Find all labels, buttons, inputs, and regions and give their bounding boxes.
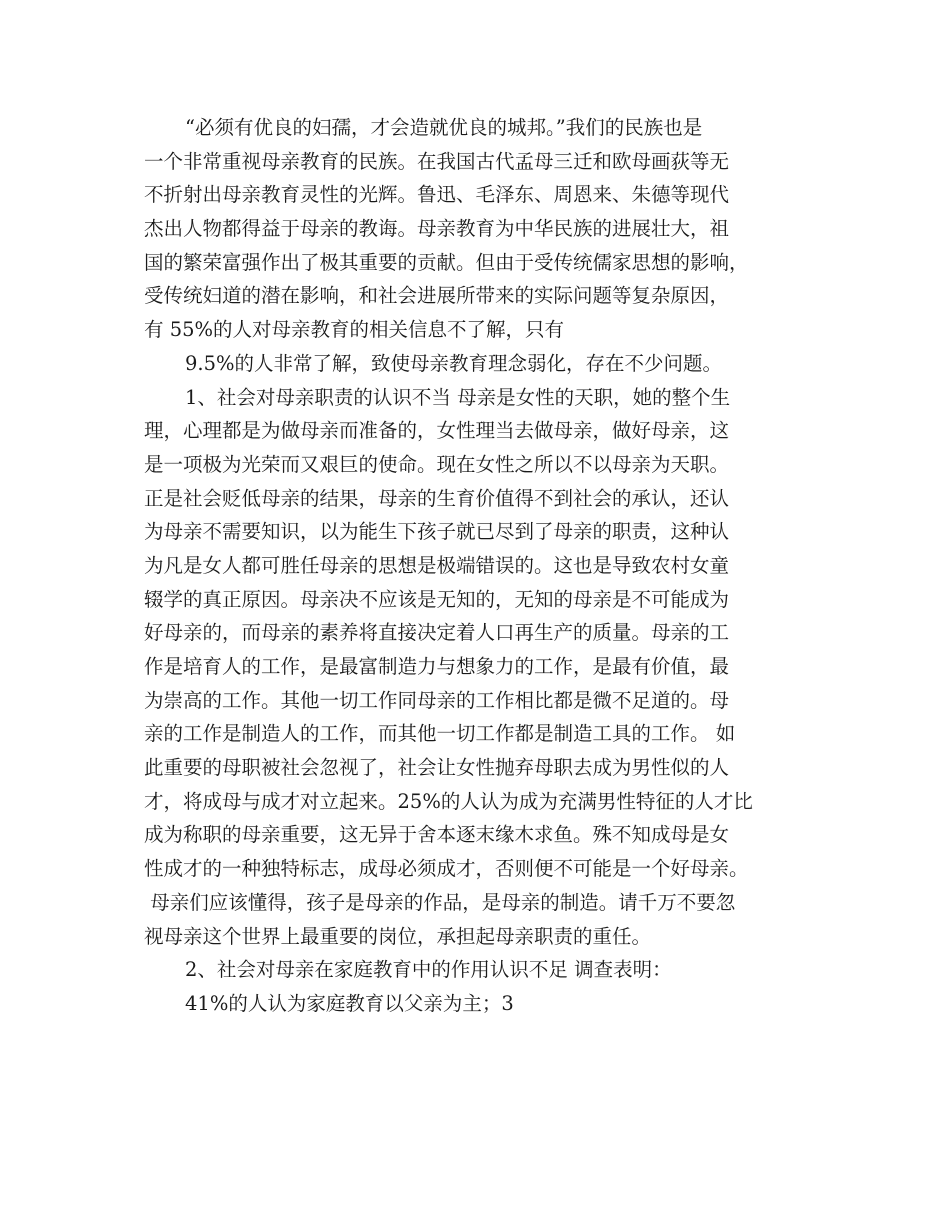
text-line: 为凡是女人都可胜任母亲的思想是极端错误的。这也是导致农村女童: [144, 553, 730, 577]
text-line: 成为称职的母亲重要，这无异于舍本逐末缘木求鱼。殊不知成母是女: [144, 823, 730, 847]
text-line: 理，心理都是为做母亲而准备的，女性理当去做母亲，做好母亲，这: [144, 419, 730, 443]
text-line: 是一项极为光荣而又艰巨的使命。现在女性之所以不以母亲为天职。: [144, 452, 730, 476]
text-line: 性成才的一种独特标志，成母必须成才，否则便不可能是一个好母亲。: [144, 857, 749, 881]
text-line: 为母亲不需要知识，以为能生下孩子就已尽到了母亲的职责，这种认: [144, 520, 730, 544]
text-line: 国的繁荣富强作出了极其重要的贡献。但由于受传统儒家思想的影响，: [144, 250, 749, 274]
text-line: 2、社会对母亲在家庭教育中的作用认识不足 调查表明：: [185, 958, 672, 982]
text-line: 受传统妇道的潜在影响，和社会进展所带来的实际问题等复杂原因，: [144, 284, 730, 308]
text-line: 为崇高的工作。其他一切工作同母亲的工作相比都是微不足道的。母: [144, 688, 730, 712]
text-line: 有 55%的人对母亲教育的相关信息不了解，只有: [144, 318, 565, 342]
text-line: 1、社会对母亲职责的认识不当 母亲是女性的天职，她的整个生: [185, 385, 731, 409]
text-line: 41%的人认为家庭教育以父亲为主；3: [185, 991, 514, 1015]
text-line: 才，将成母与成才对立起来。25%的人认为成为充满男性特征的人才比: [144, 789, 753, 813]
text-line: 辍学的真正原因。母亲决不应该是无知的，无知的母亲是不可能成为: [144, 587, 730, 611]
text-line: 好母亲的，而母亲的素养将直接决定着人口再生产的质量。母亲的工: [144, 621, 730, 645]
text-line: 视母亲这个世界上最重要的岗位，承担起母亲职责的重任。: [144, 924, 652, 948]
text-line: 9.5%的人非常了解，致使母亲教育理念弱化，存在不少问题。: [185, 351, 723, 375]
body-text: [144, 111, 814, 1021]
text-line: 不折射出母亲教育灵性的光辉。鲁迅、毛泽东、周恩来、朱德等现代: [144, 183, 730, 207]
text-line: 母亲们应该懂得，孩子是母亲的作品，是母亲的制造。请千万不要忽: [144, 890, 736, 914]
text-line: 一个非常重视母亲教育的民族。在我国古代孟母三迁和欧母画荻等无: [144, 149, 730, 173]
text-line: “必须有优良的妇孺，才会造就优良的城邦。”我们的民族也是: [185, 116, 703, 139]
text-line: 杰出人物都得益于母亲的教诲。母亲教育为中华民族的进展壮大，祖: [144, 217, 730, 241]
text-line: 正是社会贬低母亲的结果，母亲的生育价值得不到社会的承认，还认: [144, 486, 730, 510]
text-line: 此重要的母职被社会忽视了，社会让女性抛弃母职去成为男性似的人: [144, 756, 730, 780]
text-line: 作是培育人的工作，是最富制造力与想象力的工作，是最有价值，最: [144, 655, 730, 678]
text-line: 亲的工作是制造人的工作，而其他一切工作都是制造工具的工作。 如: [144, 722, 736, 746]
